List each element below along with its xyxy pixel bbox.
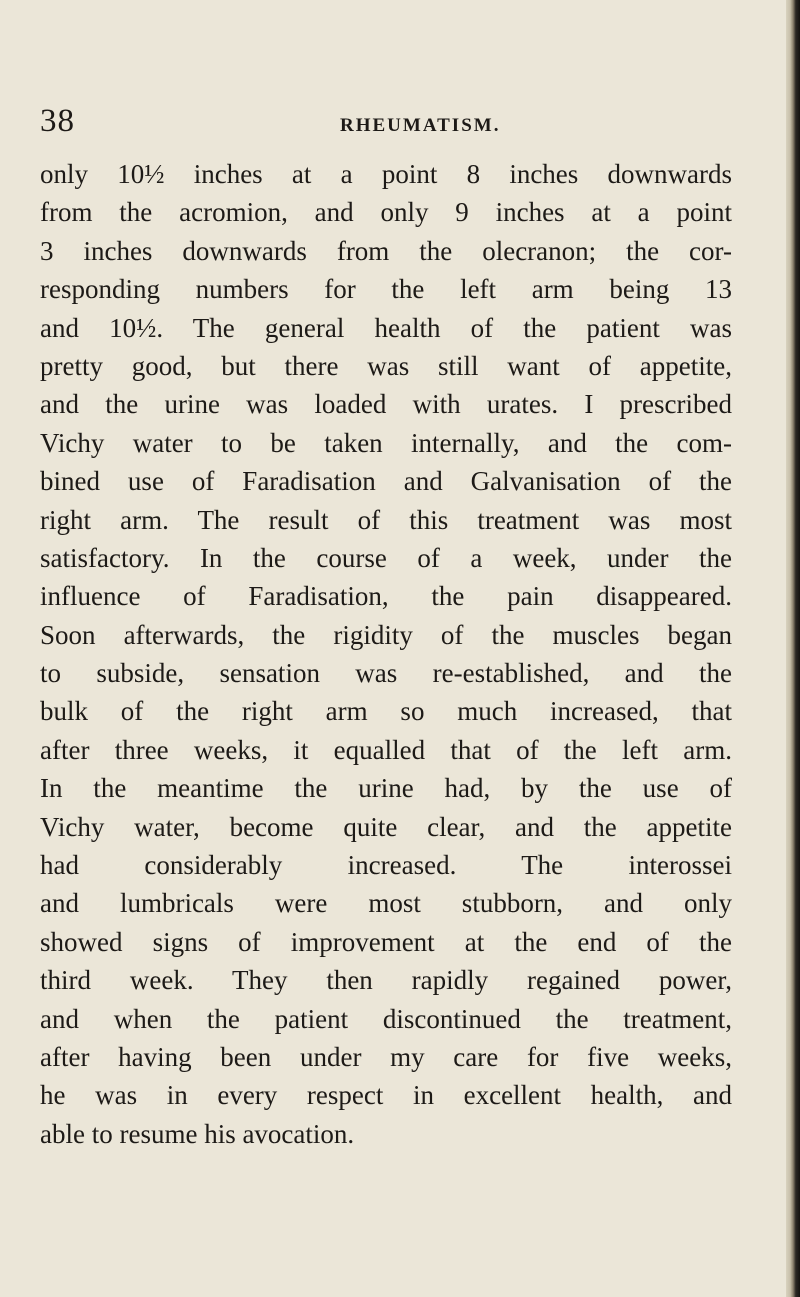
text-line: had considerably increased. The interossei: [40, 850, 732, 881]
page-header: [40, 103, 740, 137]
text-line: after three weeks, it equalled that of the left arm.: [40, 734, 732, 765]
text-line: Soon afterwards, the rigidity of the muscles began: [40, 619, 732, 650]
text-line: Vichy water, become quite clear, and the appetite: [40, 811, 732, 842]
body-text: [40, 155, 732, 1153]
text-line: and 10½. The general health of the patient was: [40, 312, 732, 343]
page-number: 38: [40, 103, 75, 139]
text-line: and lumbricals were most stubborn, and only: [40, 888, 732, 919]
running-head: RHEUMATISM.: [340, 115, 501, 136]
text-line: 3 inches downwards from the olecranon; the cor-: [40, 235, 732, 266]
text-line: bined use of Faradisation and Galvanisation of the: [40, 466, 732, 497]
text-line: responding numbers for the left arm being 13: [40, 274, 732, 305]
text-line: from the acromion, and only 9 inches at a point: [40, 197, 732, 228]
text-line: In the meantime the urine had, by the use of: [40, 773, 732, 804]
book-spine-edge: [786, 0, 800, 1297]
text-line: only 10½ inches at a point 8 inches downwards: [40, 159, 732, 189]
text-line: and when the patient discontinued the treatment,: [40, 1003, 732, 1034]
text-line: third week. They then rapidly regained power,: [40, 965, 732, 996]
text-line: satisfactory. In the course of a week, under the: [40, 542, 732, 573]
text-line: showed signs of improvement at the end of the: [40, 926, 732, 957]
text-line-last: able to resume his avocation.: [40, 1118, 355, 1149]
text-line: and the urine was loaded with urates. I prescribed: [40, 389, 732, 420]
text-line: after having been under my care for five weeks,: [40, 1041, 732, 1072]
text-line: he was in every respect in excellent health, and: [40, 1080, 732, 1111]
text-line: influence of Faradisation, the pain disappeared.: [40, 581, 732, 612]
text-line: to subside, sensation was re-established, and the: [40, 658, 732, 689]
text-line: pretty good, but there was still want of appetite,: [40, 350, 732, 381]
text-line: Vichy water to be taken internally, and the com-: [40, 427, 732, 458]
text-line: bulk of the right arm so much increased, that: [40, 696, 732, 727]
text-line: right arm. The result of this treatment was most: [40, 504, 732, 535]
